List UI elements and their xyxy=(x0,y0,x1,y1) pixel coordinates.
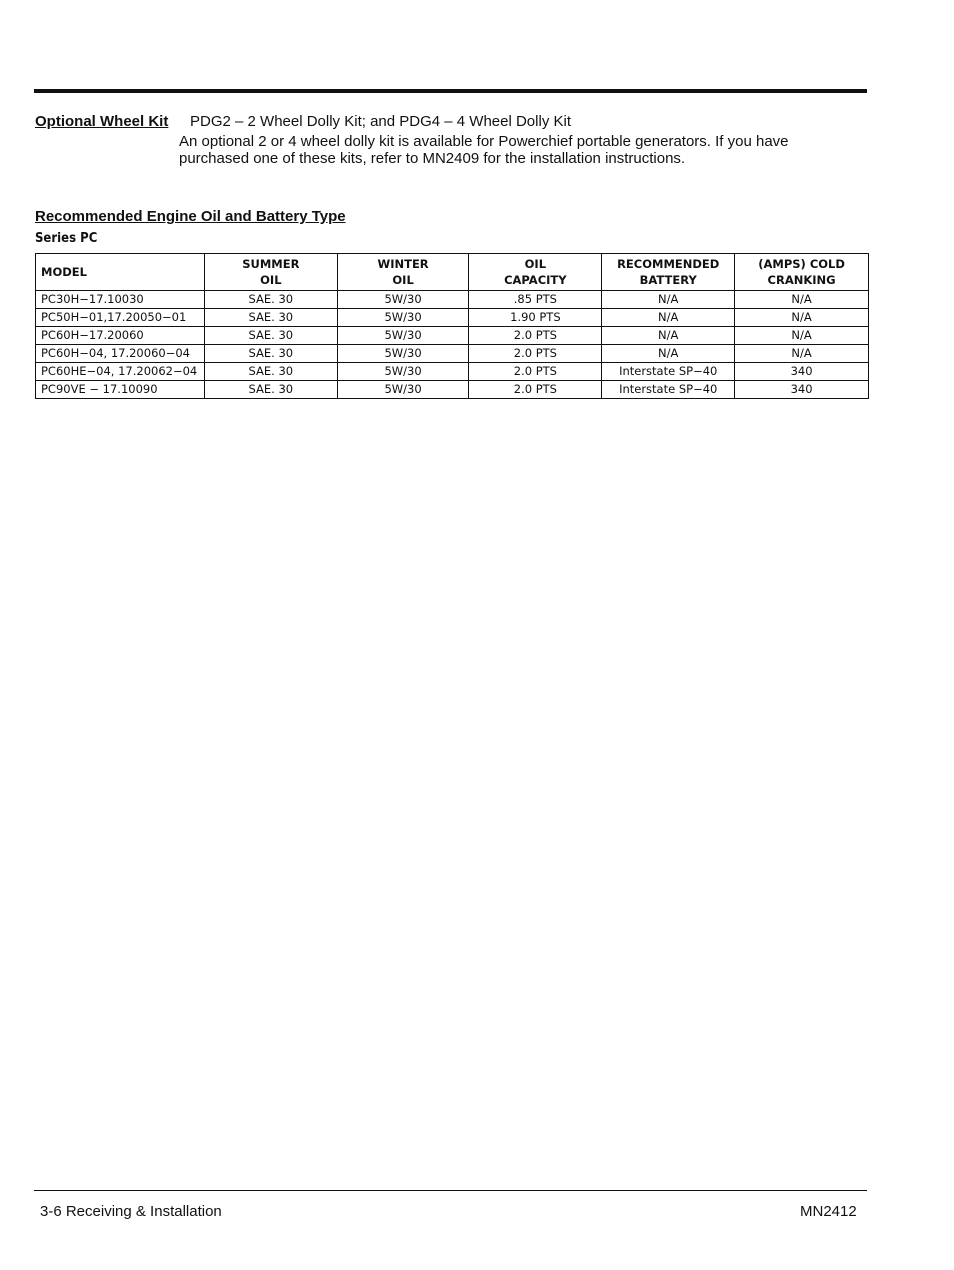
cold-cranking-cell: 340 xyxy=(735,381,869,399)
cold-cranking-cell: N/A xyxy=(735,345,869,363)
model-cell: PC90VE − 17.10090 xyxy=(36,381,205,399)
oil-capacity-cell: 2.0 PTS xyxy=(469,327,602,345)
header-recommended-battery: RECOMMENDED BATTERY xyxy=(602,254,735,291)
oil-capacity-cell: .85 PTS xyxy=(469,291,602,309)
table-row xyxy=(36,345,869,363)
summer-oil-cell: SAE. 30 xyxy=(204,309,337,327)
series-label: Series PC xyxy=(35,231,98,246)
table-row xyxy=(36,327,869,345)
header-model: MODEL xyxy=(36,254,205,291)
table-row xyxy=(36,309,869,327)
header-summer-oil: SUMMER OIL xyxy=(204,254,337,291)
summer-oil-cell: SAE. 30 xyxy=(204,381,337,399)
table-row xyxy=(36,363,869,381)
header-oil-capacity: OIL CAPACITY xyxy=(469,254,602,291)
winter-oil-cell: 5W/30 xyxy=(337,345,469,363)
winter-oil-cell: 5W/30 xyxy=(337,309,469,327)
summer-oil-cell: SAE. 30 xyxy=(204,363,337,381)
oil-capacity-cell: 1.90 PTS xyxy=(469,309,602,327)
battery-cell: N/A xyxy=(602,327,735,345)
battery-cell: Interstate SP−40 xyxy=(602,363,735,381)
model-cell: PC50H−01,17.20050−01 xyxy=(36,309,205,327)
model-cell: PC60H−04, 17.20060−04 xyxy=(36,345,205,363)
oil-section-heading: Recommended Engine Oil and Battery Type xyxy=(35,208,346,225)
top-rule xyxy=(34,89,867,93)
kit-heading: Optional Wheel Kit xyxy=(35,113,169,130)
header-winter-oil: WINTER OIL xyxy=(337,254,469,291)
cold-cranking-cell: 340 xyxy=(735,363,869,381)
table-row xyxy=(36,291,869,309)
model-cell: PC30H−17.10030 xyxy=(36,291,205,309)
oil-battery-table xyxy=(35,253,869,399)
summer-oil-cell: SAE. 30 xyxy=(204,327,337,345)
footer-rule xyxy=(34,1190,867,1191)
model-cell: PC60HE−04, 17.20062−04 xyxy=(36,363,205,381)
winter-oil-cell: 5W/30 xyxy=(337,291,469,309)
cold-cranking-cell: N/A xyxy=(735,309,869,327)
footer-manual-number: MN2412 xyxy=(800,1203,857,1220)
battery-cell: N/A xyxy=(602,291,735,309)
footer-page-label: 3-6 Receiving & Installation xyxy=(40,1203,222,1220)
winter-oil-cell: 5W/30 xyxy=(337,327,469,345)
header-cold-cranking: (AMPS) COLD CRANKING xyxy=(735,254,869,291)
kit-description: An optional 2 or 4 wheel dolly kit is available for Powerchief portable generators. If you have purchased one of these kits, refer to MN2409 for the installation instructions. xyxy=(179,133,789,167)
oil-capacity-cell: 2.0 PTS xyxy=(469,381,602,399)
oil-capacity-cell: 2.0 PTS xyxy=(469,363,602,381)
summer-oil-cell: SAE. 30 xyxy=(204,291,337,309)
summer-oil-cell: SAE. 30 xyxy=(204,345,337,363)
cold-cranking-cell: N/A xyxy=(735,327,869,345)
cold-cranking-cell: N/A xyxy=(735,291,869,309)
oil-capacity-cell: 2.0 PTS xyxy=(469,345,602,363)
table-header-row xyxy=(36,254,869,291)
battery-cell: N/A xyxy=(602,309,735,327)
model-cell: PC60H−17.20060 xyxy=(36,327,205,345)
winter-oil-cell: 5W/30 xyxy=(337,363,469,381)
winter-oil-cell: 5W/30 xyxy=(337,381,469,399)
table-row xyxy=(36,381,869,399)
kit-models: PDG2 – 2 Wheel Dolly Kit; and PDG4 – 4 Wheel Dolly Kit xyxy=(190,113,571,130)
battery-cell: Interstate SP−40 xyxy=(602,381,735,399)
battery-cell: N/A xyxy=(602,345,735,363)
